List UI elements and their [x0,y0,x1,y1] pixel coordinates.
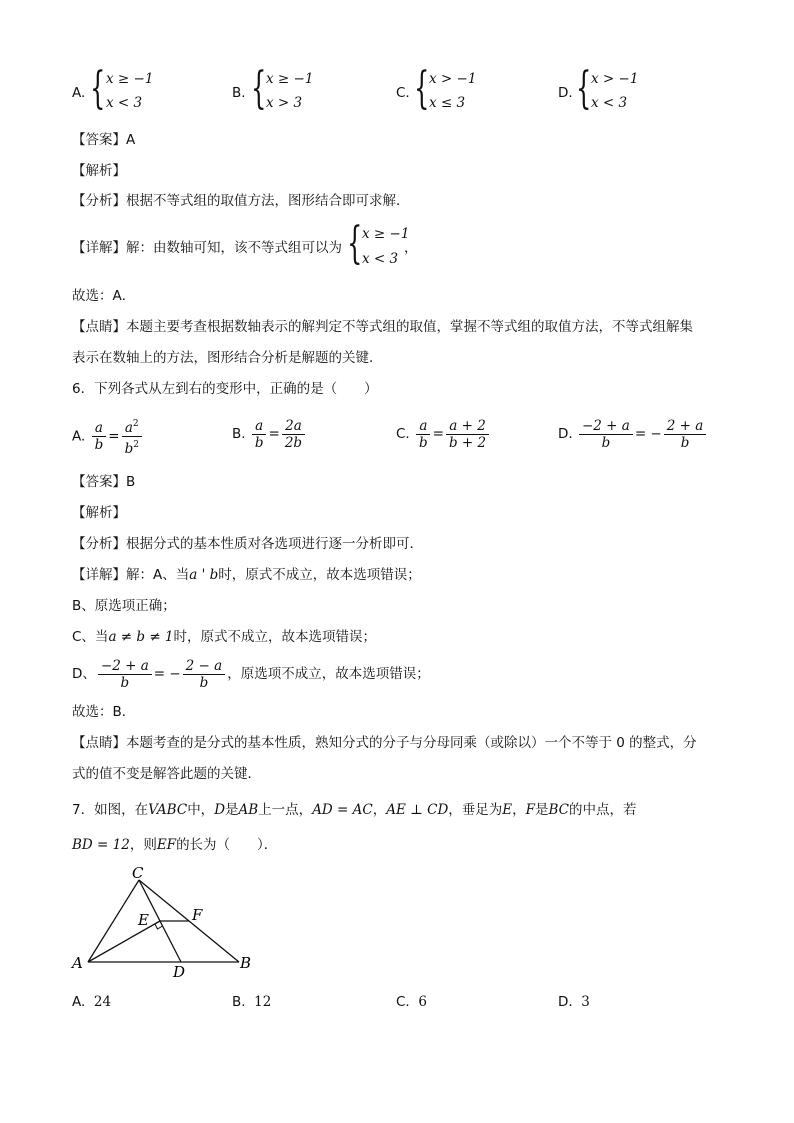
q5-option-a-line1: x ≥ −1 [106,71,154,87]
q6-dianjing-tag: 【点睛】 [72,735,126,751]
q6-option-d: D. $\frac{-2 + a}{b}$ = − $\frac{2 + a}{b}$ [558,416,708,452]
q6-analysis-tag: 【解析】 [72,505,126,521]
q5-option-c-brace: { [414,63,430,114]
q5-option-b-line2: x > 3 [266,95,303,111]
q5-xiangjie-tail: ， [404,240,418,256]
q5-guxuan: 故选：A． [72,288,136,304]
q6-line-c [72,628,376,646]
q6-xiangjie-a-pre: 解：A、当 [126,567,190,583]
q5-xiangjie-sys2: x < 3 [362,251,399,267]
q7-figure [64,858,264,983]
q6-option-b-right: $\frac{2a}{2b}$ [282,418,305,451]
q6-option-c-left: $\frac{a}{b}$ [416,418,431,451]
q5-option-a-letter: A. [72,85,86,101]
q5-option-b-brace: { [251,63,267,114]
q6-line-d-post: ，原选项不成立，故本选项错误； [227,666,430,682]
q5-fenxi-text: 根据不等式组的取值方法，图形结合即可求解． [126,193,410,209]
q7-option-c: C. 6 [396,994,427,1010]
q6-fenxi-text: 根据分式的基本性质对各选项进行逐一分析即可． [126,536,423,552]
q6-dianjing-text-1: 本题考查的是分式的基本性质，熟知分式的分子与分母同乘（或除以）一个不等于 0 的整式，分 [126,735,697,751]
q7-label-f: F [192,906,203,924]
q7-segment-ae [88,921,160,962]
q5-option-d-line2: x < 3 [591,95,628,111]
q7-label-e: E [138,911,149,929]
q5-option-a-brace: { [90,63,106,114]
q6-fenxi [72,535,423,553]
q5-option-d-line1: x > −1 [591,71,639,87]
q6-option-b-letter: B. [232,426,246,442]
q5-dianjing-2: 表示在数轴上的方法，图形结合分析是解题的关键． [72,350,383,366]
q5-xiangjie [72,239,342,257]
q6-xiangjie-a-post: 时，原式不成立，故本选项错误； [218,567,421,583]
q6-line-d-pre: D、 [72,666,96,682]
q7-option-d: D. 3 [558,994,590,1010]
q5-dianjing-1 [72,318,693,336]
q5-option-c-line2: x ≤ 3 [429,95,466,111]
q7-label-b: B [240,954,252,972]
q5-option-a-line2: x < 3 [106,95,143,111]
q5-option-b-letter: B. [232,85,246,101]
q6-option-c-right: $\frac{a + 2}{b + 2}$ [446,418,489,451]
q6-option-d-letter: D. [558,426,573,442]
q7-label-a: A [72,954,83,972]
q6-option-a-right: $\frac{a^2}{b^2}$ [122,416,142,457]
q6-dianjing-2: 式的值不变是解答此题的关键． [72,766,261,782]
q6-xiangjie [72,566,421,584]
q6-option-b: B. $\frac{a}{b}$ = $\frac{2a}{2b}$ [232,416,307,452]
q6-answer-tag: 【答案】 [72,474,126,490]
q5-fenxi-tag: 【分析】 [72,193,126,209]
q6-option-d-left: $\frac{-2 + a}{b}$ [579,418,633,451]
q5-option-c-letter: C. [396,85,410,101]
q6-option-c-letter: C. [396,426,410,442]
q7-label-d: D [173,963,186,981]
q5-xiangjie-brace: { [347,218,363,269]
q6-xiangjie-a-math: a ' b [189,567,219,583]
q7-stem-line-2: BD = 12，则EF的长为（ ）． [72,837,278,853]
q5-option-c-line1: x > −1 [429,71,477,87]
q7-option-a: A. 24 [72,994,112,1010]
q6-answer [72,473,135,491]
q6-line-d-right: $\frac{2 - a}{b}$ [183,658,226,691]
q6-guxuan: 故选：B． [72,704,136,720]
q5-analysis-tag: 【解析】 [72,163,126,179]
q7-condition-bd: BD = 12 [72,837,130,853]
q5-xiangjie-sys1: x ≥ −1 [362,226,410,242]
q7-label-c: C [132,864,144,882]
q6-line-d-left: $\frac{-2 + a}{b}$ [98,658,152,691]
q7-stem-line-1: 7．如图，在VABC中，D是AB上一点，AD = AC，AE ⊥ CD，垂足为E，F是BC的中点，若 [72,802,637,818]
q6-option-a: A. $\frac{a}{b}$ = $\frac{a^2}{b^2}$ [72,416,144,457]
q5-dianjing-tag: 【点睛】 [72,319,126,335]
q6-line-c-math: a ≠ b ≠ 1 [108,629,174,645]
q6-option-d-right: $\frac{2 + a}{b}$ [664,418,707,451]
q6-option-b-left: $\frac{a}{b}$ [252,418,267,451]
q6-dianjing-1 [72,734,697,752]
q6-option-a-letter: A. [72,428,86,445]
q5-xiangjie-tag: 【详解】 [72,240,126,256]
q6-fenxi-tag: 【分析】 [72,536,126,552]
q5-answer-tag: 【答案】 [72,132,126,148]
q5-option-b-line1: x ≥ −1 [266,71,314,87]
q7-condition-ad-ac: AD = AC [312,802,373,818]
q5-xiangjie-text: 解：由数轴可知，该不等式组可以为 [126,240,342,256]
q5-option-d-letter: D. [558,85,573,101]
q6-xiangjie-tag: 【详解】 [72,567,126,583]
q6-line-b: B、原选项正确； [72,598,176,614]
q7-condition-perp: AE ⊥ CD [386,802,449,818]
q6-line-d: D、 $\frac{-2 + a}{b}$ = − $\frac{2 - a}{b}$ ，原选项不成立，故本选项错误； [72,657,430,691]
q6-option-a-left: $\frac{a}{b}$ [92,420,107,453]
q5-answer-value: A [126,132,136,148]
q5-answer [72,131,135,149]
q6-line-c-post: 时，原式不成立，故本选项错误； [173,629,377,645]
q6-option-c: C. $\frac{a}{b}$ = $\frac{a + 2}{b + 2}$ [396,416,491,452]
q7-triangle-name: VABC [148,802,188,818]
q7-segment-ac [88,880,139,962]
q5-dianjing-text-1: 本题主要考查根据数轴表示的解判定不等式组的取值，掌握不等式组的取值方法，不等式组解集 [126,319,693,335]
q5-option-d-brace: { [576,63,592,114]
q6-answer-value: B [126,474,136,490]
q5-fenxi [72,192,410,210]
q7-option-b: B. 12 [232,994,272,1010]
q6-stem: 6．下列各式从左到右的变形中，正确的是（ ） [72,381,378,397]
q6-line-c-pre: C、当 [72,629,109,645]
